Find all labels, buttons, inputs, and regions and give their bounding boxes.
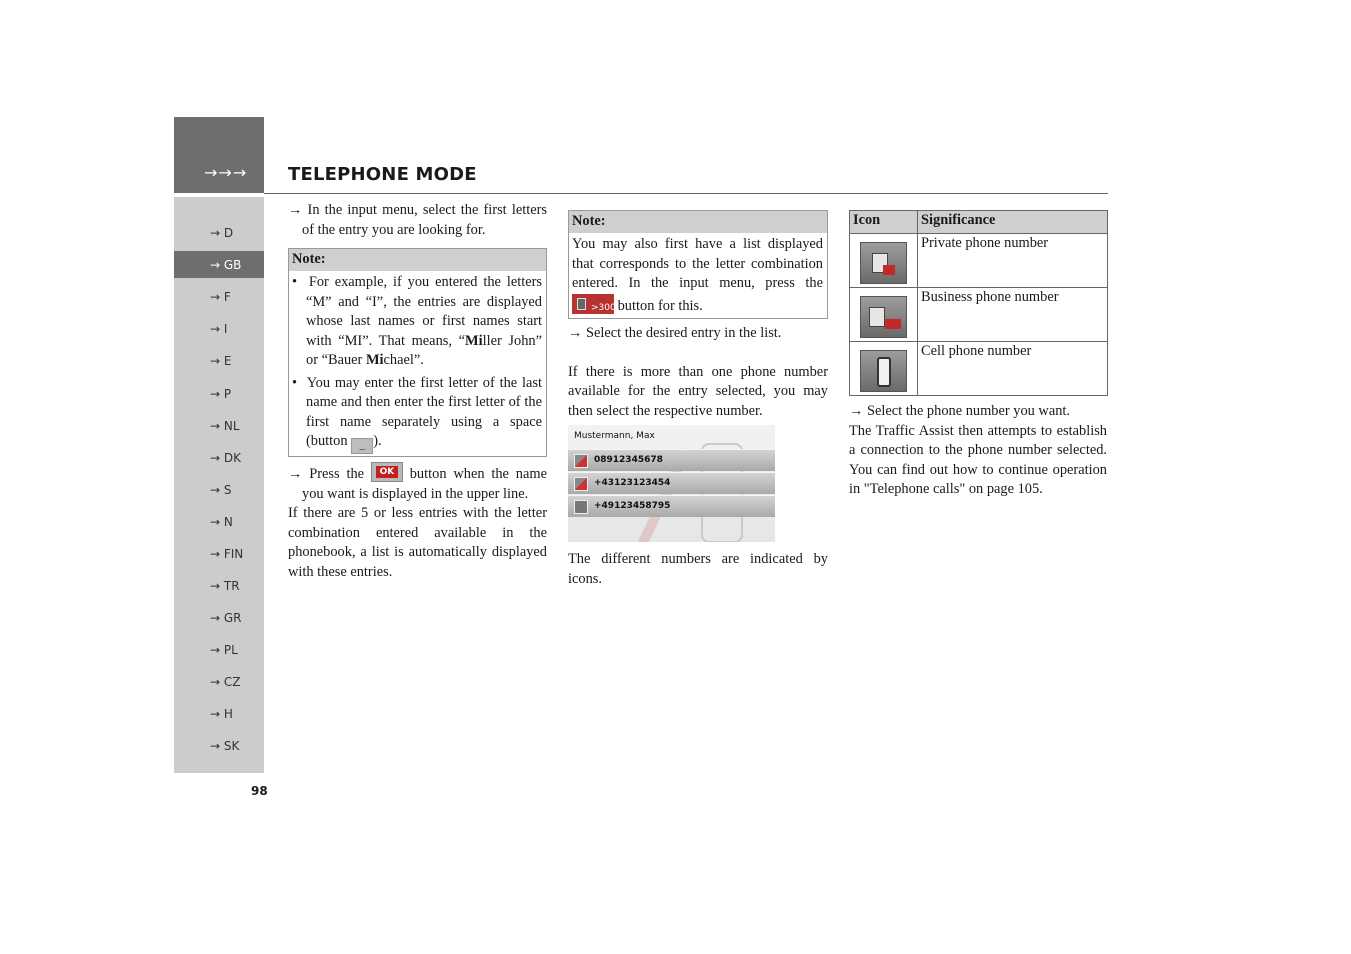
- phone-number: 08912345678: [594, 455, 663, 465]
- list-300-button-icon: >300: [572, 294, 614, 314]
- sidebar-item-gr[interactable]: → GR: [210, 610, 242, 625]
- step-select-entry: → Select the desired entry in the list.: [568, 325, 782, 341]
- table-row: [850, 234, 1108, 288]
- step-select-number: → Select the phone number you want.: [849, 403, 1071, 419]
- column-2: [568, 210, 828, 421]
- page-title: TELEPHONE MODE: [288, 164, 477, 185]
- sidebar-item-pl[interactable]: → PL: [210, 642, 238, 657]
- cell-phone-icon: [860, 350, 907, 392]
- sidebar-item-s[interactable]: → S: [210, 482, 232, 497]
- note-item-example: • For example, if you entered the letters “M” and “I”, the entries are displayed whose last names or first names start with “MI”. That means, “Miller John” or “Bauer Michael”.: [292, 274, 542, 368]
- list-item: [568, 472, 775, 494]
- header-arrows: →→→: [204, 163, 248, 182]
- column-3-text: [849, 402, 1107, 500]
- note-item-space: • You may enter the first letter of the last name and then enter the first letter of the first name separately using a space (button _ ).: [292, 374, 542, 455]
- phone-number-list-screenshot: [568, 425, 775, 542]
- sidebar-item-sk[interactable]: → SK: [210, 738, 240, 753]
- sidebar-item-fin[interactable]: → FIN: [210, 546, 244, 561]
- phone-number: +49123458795: [594, 501, 671, 511]
- sidebar-item-h[interactable]: → H: [210, 706, 233, 721]
- sidebar-item-d[interactable]: → D: [210, 225, 234, 240]
- paragraph-connection: The Traffic Assist then attempts to establish a connection to the phone number selected. You can find out how to continue operation in "Telephone calls" on page 105.: [849, 422, 1107, 497]
- contact-name: Mustermann, Max: [574, 431, 655, 441]
- table-header-icon: Icon: [850, 211, 918, 234]
- column-1: [288, 201, 547, 582]
- sidebar-item-e[interactable]: → E: [210, 353, 232, 368]
- table-cell: Business phone number: [918, 288, 1108, 342]
- step-press-ok: → Press the OK button when the name you want is displayed in the upper line.: [288, 462, 547, 504]
- sidebar-item-p[interactable]: → P: [210, 386, 232, 401]
- ok-button-icon: OK: [371, 462, 403, 482]
- table-cell: Cell phone number: [918, 342, 1108, 396]
- sidebar-item-i[interactable]: → I: [210, 321, 228, 336]
- table-cell: Private phone number: [918, 234, 1108, 288]
- sidebar-item-nl[interactable]: → NL: [210, 418, 240, 433]
- header-corner-block: [174, 117, 264, 193]
- sidebar-item-gb[interactable]: → GB: [174, 251, 264, 278]
- space-button-icon: _: [351, 438, 373, 454]
- note-box: [288, 248, 547, 457]
- business-phone-icon: [574, 477, 588, 491]
- language-sidebar: [174, 197, 264, 773]
- table-row: [850, 288, 1108, 342]
- sidebar-item-f[interactable]: → F: [210, 289, 231, 304]
- step-select-letters: → In the input menu, select the first letters of the entry you are looking for.: [288, 202, 547, 238]
- business-phone-icon: [860, 296, 907, 338]
- phone-number: +43123123454: [594, 478, 671, 488]
- paragraph-icons: The different numbers are indicated by icons.: [568, 551, 828, 587]
- note-body: You may also first have a list displayed that corresponds to the letter combination entered. In the input menu, press the >300 button for this.: [572, 236, 823, 314]
- sidebar-item-dk[interactable]: → DK: [210, 450, 241, 465]
- private-phone-icon: [860, 242, 907, 284]
- page-number: 98: [251, 784, 268, 798]
- sidebar-item-n[interactable]: → N: [210, 514, 233, 529]
- paragraph-auto-list: If there are 5 or less entries with the letter combination entered available in the phonebook, a list is automatically displayed with these entries.: [288, 505, 547, 580]
- note-body: [289, 271, 546, 456]
- sidebar-item-tr[interactable]: → TR: [210, 578, 240, 593]
- header-divider: [264, 193, 1108, 194]
- note-box-list: [568, 210, 828, 319]
- note-label: Note:: [569, 211, 827, 233]
- list-item: [568, 495, 775, 517]
- note-label: Note:: [289, 249, 546, 271]
- table-row: [850, 342, 1108, 396]
- sidebar-item-cz[interactable]: → CZ: [210, 674, 241, 689]
- list-item: [568, 449, 775, 471]
- private-phone-icon: [574, 454, 588, 468]
- paragraph-multiple-numbers: If there is more than one phone number available for the entry selected, you may then select the respective number.: [568, 363, 828, 419]
- cell-phone-icon: [574, 500, 588, 514]
- icon-significance-table: [849, 210, 1108, 396]
- table-header-significance: Significance: [918, 211, 1108, 234]
